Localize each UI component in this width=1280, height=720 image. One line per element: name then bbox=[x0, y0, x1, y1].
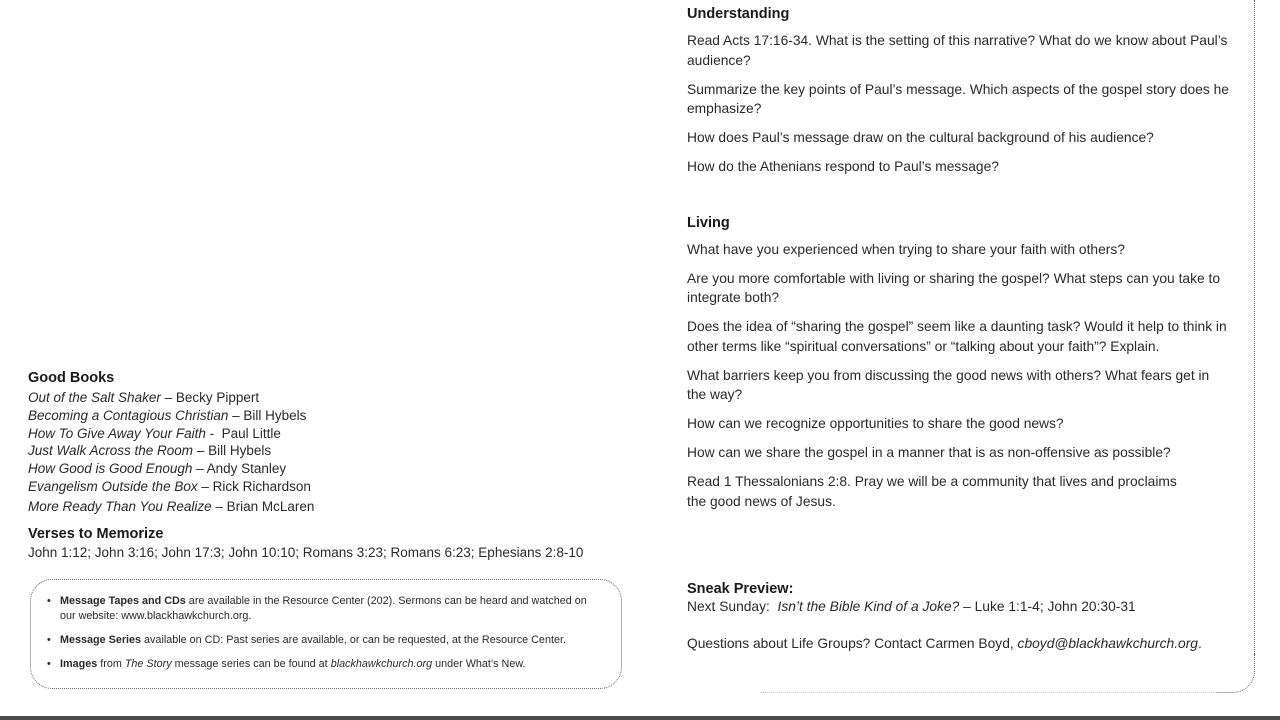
page-bottom-edge bbox=[0, 716, 1280, 720]
bullet-icon: • bbox=[47, 658, 51, 670]
sneak-preview-heading: Sneak Preview: bbox=[687, 581, 794, 597]
book-separator: – bbox=[192, 461, 207, 477]
book-title: How To Give Away Your Faith bbox=[28, 425, 206, 441]
bullet-icon: • bbox=[47, 634, 51, 646]
book-item bbox=[28, 498, 628, 516]
verses-text: John 1:12; John 3:16; John 17:3; John 10:10; Romans 3:23; Romans 6:23; Ephesians 2:8-10 bbox=[28, 544, 584, 560]
book-title: How Good is Good Enough bbox=[28, 461, 193, 477]
item-text: are available in the Resource Center (202). Sermons can be heard and watched on our website: www.blackhawkchurch.org. bbox=[60, 595, 587, 622]
item-text: message series can be found at bbox=[171, 658, 331, 670]
list-item bbox=[47, 657, 603, 672]
book-title: Evangelism Outside the Box bbox=[28, 478, 198, 494]
understanding-questions bbox=[687, 31, 1243, 177]
living-heading: Living bbox=[687, 214, 730, 231]
next-sunday-label: Next Sunday: bbox=[687, 599, 778, 614]
book-title: More Ready Than You Realize bbox=[28, 498, 212, 514]
resource-info-box bbox=[30, 579, 622, 689]
left-column bbox=[28, 370, 628, 560]
next-sunday-line bbox=[687, 599, 1247, 614]
page-border-right bbox=[1254, 0, 1255, 674]
book-author: Rick Richardson bbox=[212, 478, 311, 494]
verses-heading: Verses to Memorize bbox=[28, 525, 164, 542]
right-column bbox=[687, 6, 1243, 521]
question-item: Summarize the key points of Paul’s message. Which aspects of the gospel story does he emphasize? bbox=[687, 81, 1229, 116]
page-border-bottom bbox=[760, 692, 1220, 693]
item-heading: Message Series bbox=[60, 634, 142, 646]
sneak-preview-section bbox=[687, 581, 1247, 651]
book-author: Bill Hybels bbox=[208, 443, 272, 459]
contact-end: . bbox=[1197, 636, 1202, 651]
question-item: How does Paul’s message draw on the cultural background of his audience? bbox=[687, 130, 1154, 145]
list-item bbox=[47, 594, 603, 624]
contact-line bbox=[687, 636, 1247, 651]
book-item bbox=[28, 460, 628, 478]
next-message-refs: – Luke 1:1-4; John 20:30-31 bbox=[959, 599, 1136, 614]
living-questions bbox=[687, 240, 1243, 512]
book-author: Bill Hybels bbox=[243, 407, 307, 423]
book-separator: – bbox=[228, 407, 244, 423]
book-item bbox=[28, 442, 628, 460]
website-text: blackhawkchurch.org bbox=[330, 658, 433, 670]
next-message-title: Isn’t the Bible Kind of a Joke? bbox=[777, 599, 960, 614]
question-item: Read 1 Thessalonians 2:8. Pray we will be a community that lives and proclaims the good news of Jesus. bbox=[687, 474, 1177, 509]
book-item bbox=[28, 407, 628, 425]
book-author: Andy Stanley bbox=[206, 461, 287, 477]
question-item: What barriers keep you from discussing the good news with others? What fears get in the way? bbox=[687, 367, 1210, 402]
item-heading: Images bbox=[60, 658, 98, 670]
page-border-corner bbox=[1216, 654, 1255, 693]
question-item: What have you experienced when trying to share your faith with others? bbox=[687, 241, 1125, 257]
book-author: Brian McLaren bbox=[226, 498, 315, 514]
contact-email: cboyd@blackhawkchurch.org bbox=[1017, 636, 1198, 651]
book-item bbox=[28, 478, 628, 496]
understanding-heading: Understanding bbox=[687, 6, 790, 22]
contact-text: Questions about Life Groups? Contact Carmen Boyd, bbox=[687, 636, 1018, 651]
book-separator: – bbox=[211, 498, 227, 514]
book-author: Paul Little bbox=[221, 425, 281, 441]
book-title: Just Walk Across the Room bbox=[28, 443, 194, 459]
resource-list bbox=[31, 594, 603, 681]
list-item bbox=[47, 633, 603, 648]
book-separator: – bbox=[160, 390, 176, 405]
book-item bbox=[28, 425, 628, 443]
series-name: The Story bbox=[124, 658, 172, 670]
book-author: Becky Pippert bbox=[175, 390, 260, 405]
question-item: Read Acts 17:16-34. What is the setting of this narrative? What do we know about Paul’s audience? bbox=[687, 33, 1228, 68]
item-text: available on CD: Past series are available, or can be requested, at the Resource Center. bbox=[141, 634, 566, 646]
book-separator: – bbox=[193, 443, 209, 459]
question-item: Are you more comfortable with living or sharing the gospel? What steps can you take to integrate both? bbox=[687, 270, 1220, 305]
item-heading: Message Tapes and CDs bbox=[60, 595, 186, 607]
question-item: How can we recognize opportunities to share the good news? bbox=[687, 416, 1064, 431]
question-item: How can we share the gospel in a manner that is as non-offensive as possible? bbox=[687, 445, 1171, 460]
book-title: Out of the Salt Shaker bbox=[28, 390, 161, 405]
question-item: Does the idea of “sharing the gospel” seem like a daunting task? Would it help to think in other terms like “spiritual conversations” or “talking about your faith”? Explain. bbox=[687, 319, 1227, 354]
bullet-icon: • bbox=[47, 595, 51, 607]
book-separator: – bbox=[197, 478, 213, 494]
book-title: Becoming a Contagious Christian bbox=[28, 407, 229, 423]
item-text: from bbox=[97, 658, 125, 670]
book-item bbox=[28, 389, 628, 407]
good-books-heading: Good Books bbox=[28, 370, 115, 386]
good-books-list bbox=[28, 389, 628, 516]
item-text: under What’s New. bbox=[432, 658, 526, 670]
book-separator: - bbox=[205, 425, 222, 441]
question-item: How do the Athenians respond to Paul’s message? bbox=[687, 159, 999, 174]
